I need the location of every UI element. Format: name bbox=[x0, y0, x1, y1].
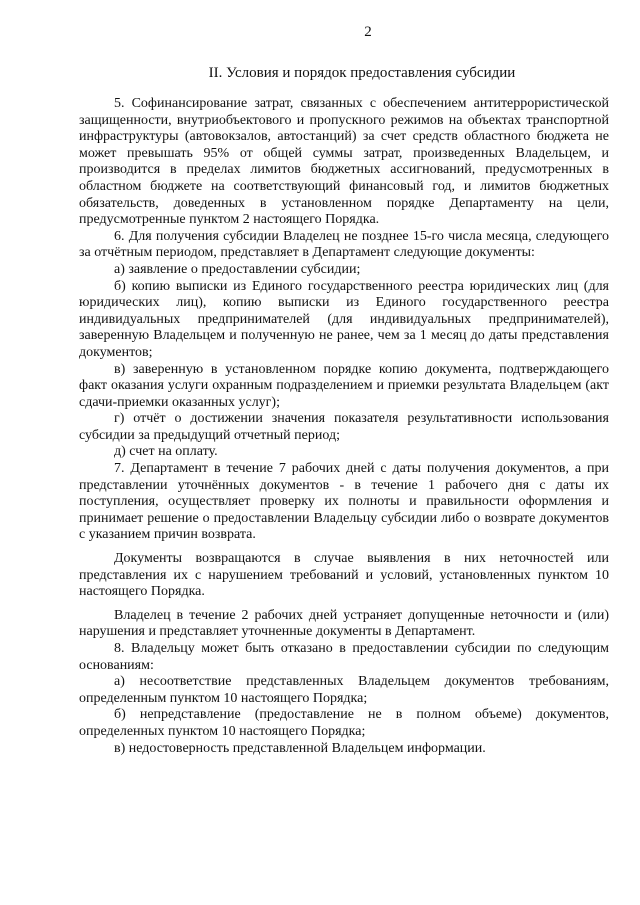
paragraph-6: 6. Для получения субсидии Владелец не позднее 15-го числа месяца, следующего за отчётным периодом, представляет в Департамент следующие документы: bbox=[79, 228, 609, 261]
paragraph-7: 7. Департамент в течение 7 рабочих дней с даты получения документов, а при представлении уточнённых документов - в течение 1 рабочего дня с даты их поступления, осуществляет проверку их полноты и правильности оформления и принимает решение о предоставлении Владельцу субсидии либо о возврате документов с указанием причин возврата. bbox=[79, 461, 609, 543]
paragraph-6-item-a: а) заявление о предоставлении субсидии; bbox=[114, 261, 361, 277]
paragraph-6-item-b: б) копию выписки из Единого государственного реестра юридических лиц (для юридических лиц), копию выписки из Единого государственного реестра индивидуальных предпринимателей (для индивидуальных предпринимателей), заверенную Владельцем и полученную не ранее, чем за 1 месяц до даты представления документов; bbox=[79, 278, 609, 360]
paragraph-8-item-a: а) несоответствие представленных Владельцем документов требованиям, определенным пунктом 10 настоящего Порядка; bbox=[79, 674, 609, 706]
section-title: II. Условия и порядок предоставления субсидии bbox=[208, 65, 516, 81]
paragraph-7-return: Документы возвращаются в случае выявления в них неточностей или представления их с нарушением требований и условий, установленных пунктом 10 настоящего Порядка. bbox=[79, 551, 609, 600]
paragraph-5: 5. Софинансирование затрат, связанных с обеспечением антитеррористической защищенности, внутриобъектового и пропускного режимов на объектах транспортной инфраструктуры (автовокзалов, автостанций) за счет средств областного бюджета не может превышать 95% от общей суммы затрат, произведенных Владельцем, и производится в пределах лимитов бюджетных ассигнований, предусмотренных в областном бюджете на соответствующий финансовый год, и лимитов бюджетных обязательств, доведенных в установленном порядке Департаменту на цели, предусмотренные пунктом 2 настоящего Порядка. bbox=[79, 96, 609, 228]
paragraph-8: 8. Владельцу может быть отказано в предоставлении субсидии по следующим основаниям: bbox=[79, 641, 609, 673]
paragraph-8-item-v: в) недостоверность представленной Владельцем информации. bbox=[114, 740, 486, 756]
paragraph-8-item-b: б) непредставление (предоставление не в полном объеме) документов, определенных пунктом 10 настоящего Порядка; bbox=[79, 707, 609, 739]
paragraph-6-item-v: в) заверенную в установленном порядке копию документа, подтверждающего факт оказания услуги охранным подразделением и приемки результата Владельцем (акт сдачи-приемки оказанных услуг); bbox=[79, 361, 609, 410]
page-number: 2 bbox=[364, 24, 372, 40]
paragraph-6-item-g: г) отчёт о достижении значения показателя результативности использования субсидии за предыдущий отчетный период; bbox=[79, 411, 609, 443]
paragraph-6-item-d: д) счет на оплату. bbox=[114, 444, 218, 460]
paragraph-7-correction: Владелец в течение 2 рабочих дней устраняет допущенные неточности и (или) нарушения и представляет уточненные документы в Департамент. bbox=[79, 607, 609, 640]
